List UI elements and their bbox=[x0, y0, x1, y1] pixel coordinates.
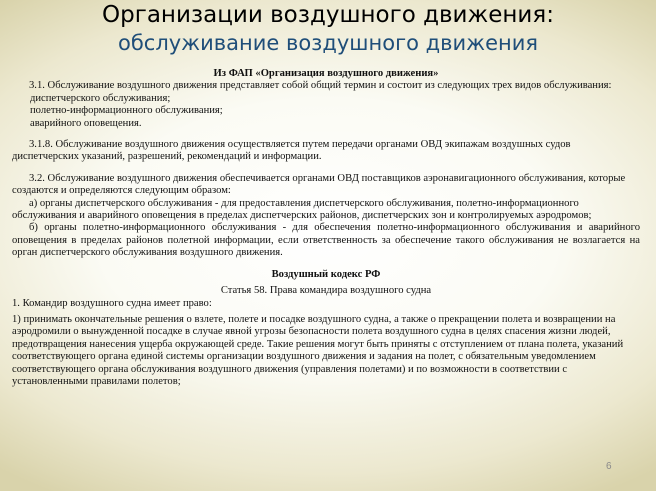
list-item: аварийного оповещения. bbox=[30, 117, 142, 129]
slide-subtitle: обслуживание воздушного движения bbox=[117, 31, 539, 55]
paragraph-3-2: 3.2. Обслуживание воздушного движения обеспечивается органами ОВД поставщиков аэронавигационного обслуживания, которые создаются и определяются следующим образом: bbox=[12, 172, 626, 197]
slide-title: Организации воздушного движения: bbox=[102, 2, 554, 28]
section2-heading: Воздушный кодекс РФ bbox=[271, 268, 381, 280]
paragraph-1-1: 1) принимать окончательные решения о взлете, полете и посадке воздушного судна, а также о прекращении полета и возвращении на аэродромили о вынужденной посадке в случае явной угрозы безопасности полета воздушного судна в целях спасения жизни людей, предотвращения нанесения ущерба окружающей среде. Такие решения могут быть приняты с отступлением от плана полета, указаний соответствующего органа единой системы организации воздушного движения и задания на полет, с обязательным уведомлением соответствующего органа обслуживания воздушного движения (управления полетами) и по возможности в соответствии с установленными правилами полетов; bbox=[12, 313, 624, 387]
section1-heading: Из ФАП «Организация воздушного движения» bbox=[213, 68, 439, 79]
paragraph-3-2-a: а) органы диспетчерского обслуживания - для предоставления диспетчерского обслуживания, полетно-информационного обслуживания и аварийного оповещения в пределах диспетчерских районов, диспетчерских зон и контролируемых аэродромов; bbox=[12, 197, 592, 222]
slide-body bbox=[12, 68, 640, 388]
list-item: полетно-информационного обслуживания; bbox=[30, 105, 223, 117]
article-title: Статья 58. Права командира воздушного судна bbox=[220, 285, 432, 297]
paragraph-3-1-8: 3.1.8. Обслуживание воздушного движения осуществляется путем передачи органами ОВД экипажам воздушных судов диспетчерских указаний, разрешений, рекомендаций и информации. bbox=[12, 139, 571, 163]
paragraph-3-2-b: б) органы полетно-информационного обслуживания - для обеспечения полетно-информационного обслуживания и аварийного оповещения в пределах районов полетной информации, если ответственность за обеспечение такого обслуживания не возлагается на орган диспетчерского обслуживания воздушного движения. bbox=[12, 222, 640, 259]
slide-number: 6 bbox=[606, 461, 612, 472]
paragraph-3-1: 3.1. Обслуживание воздушного движения представляет собой общий термин и состоит из следующих трех видов обслуживания: bbox=[29, 80, 612, 92]
paragraph-1: 1. Командир воздушного судна имеет право: bbox=[12, 297, 212, 309]
list-item: диспетчерского обслуживания; bbox=[30, 92, 171, 104]
